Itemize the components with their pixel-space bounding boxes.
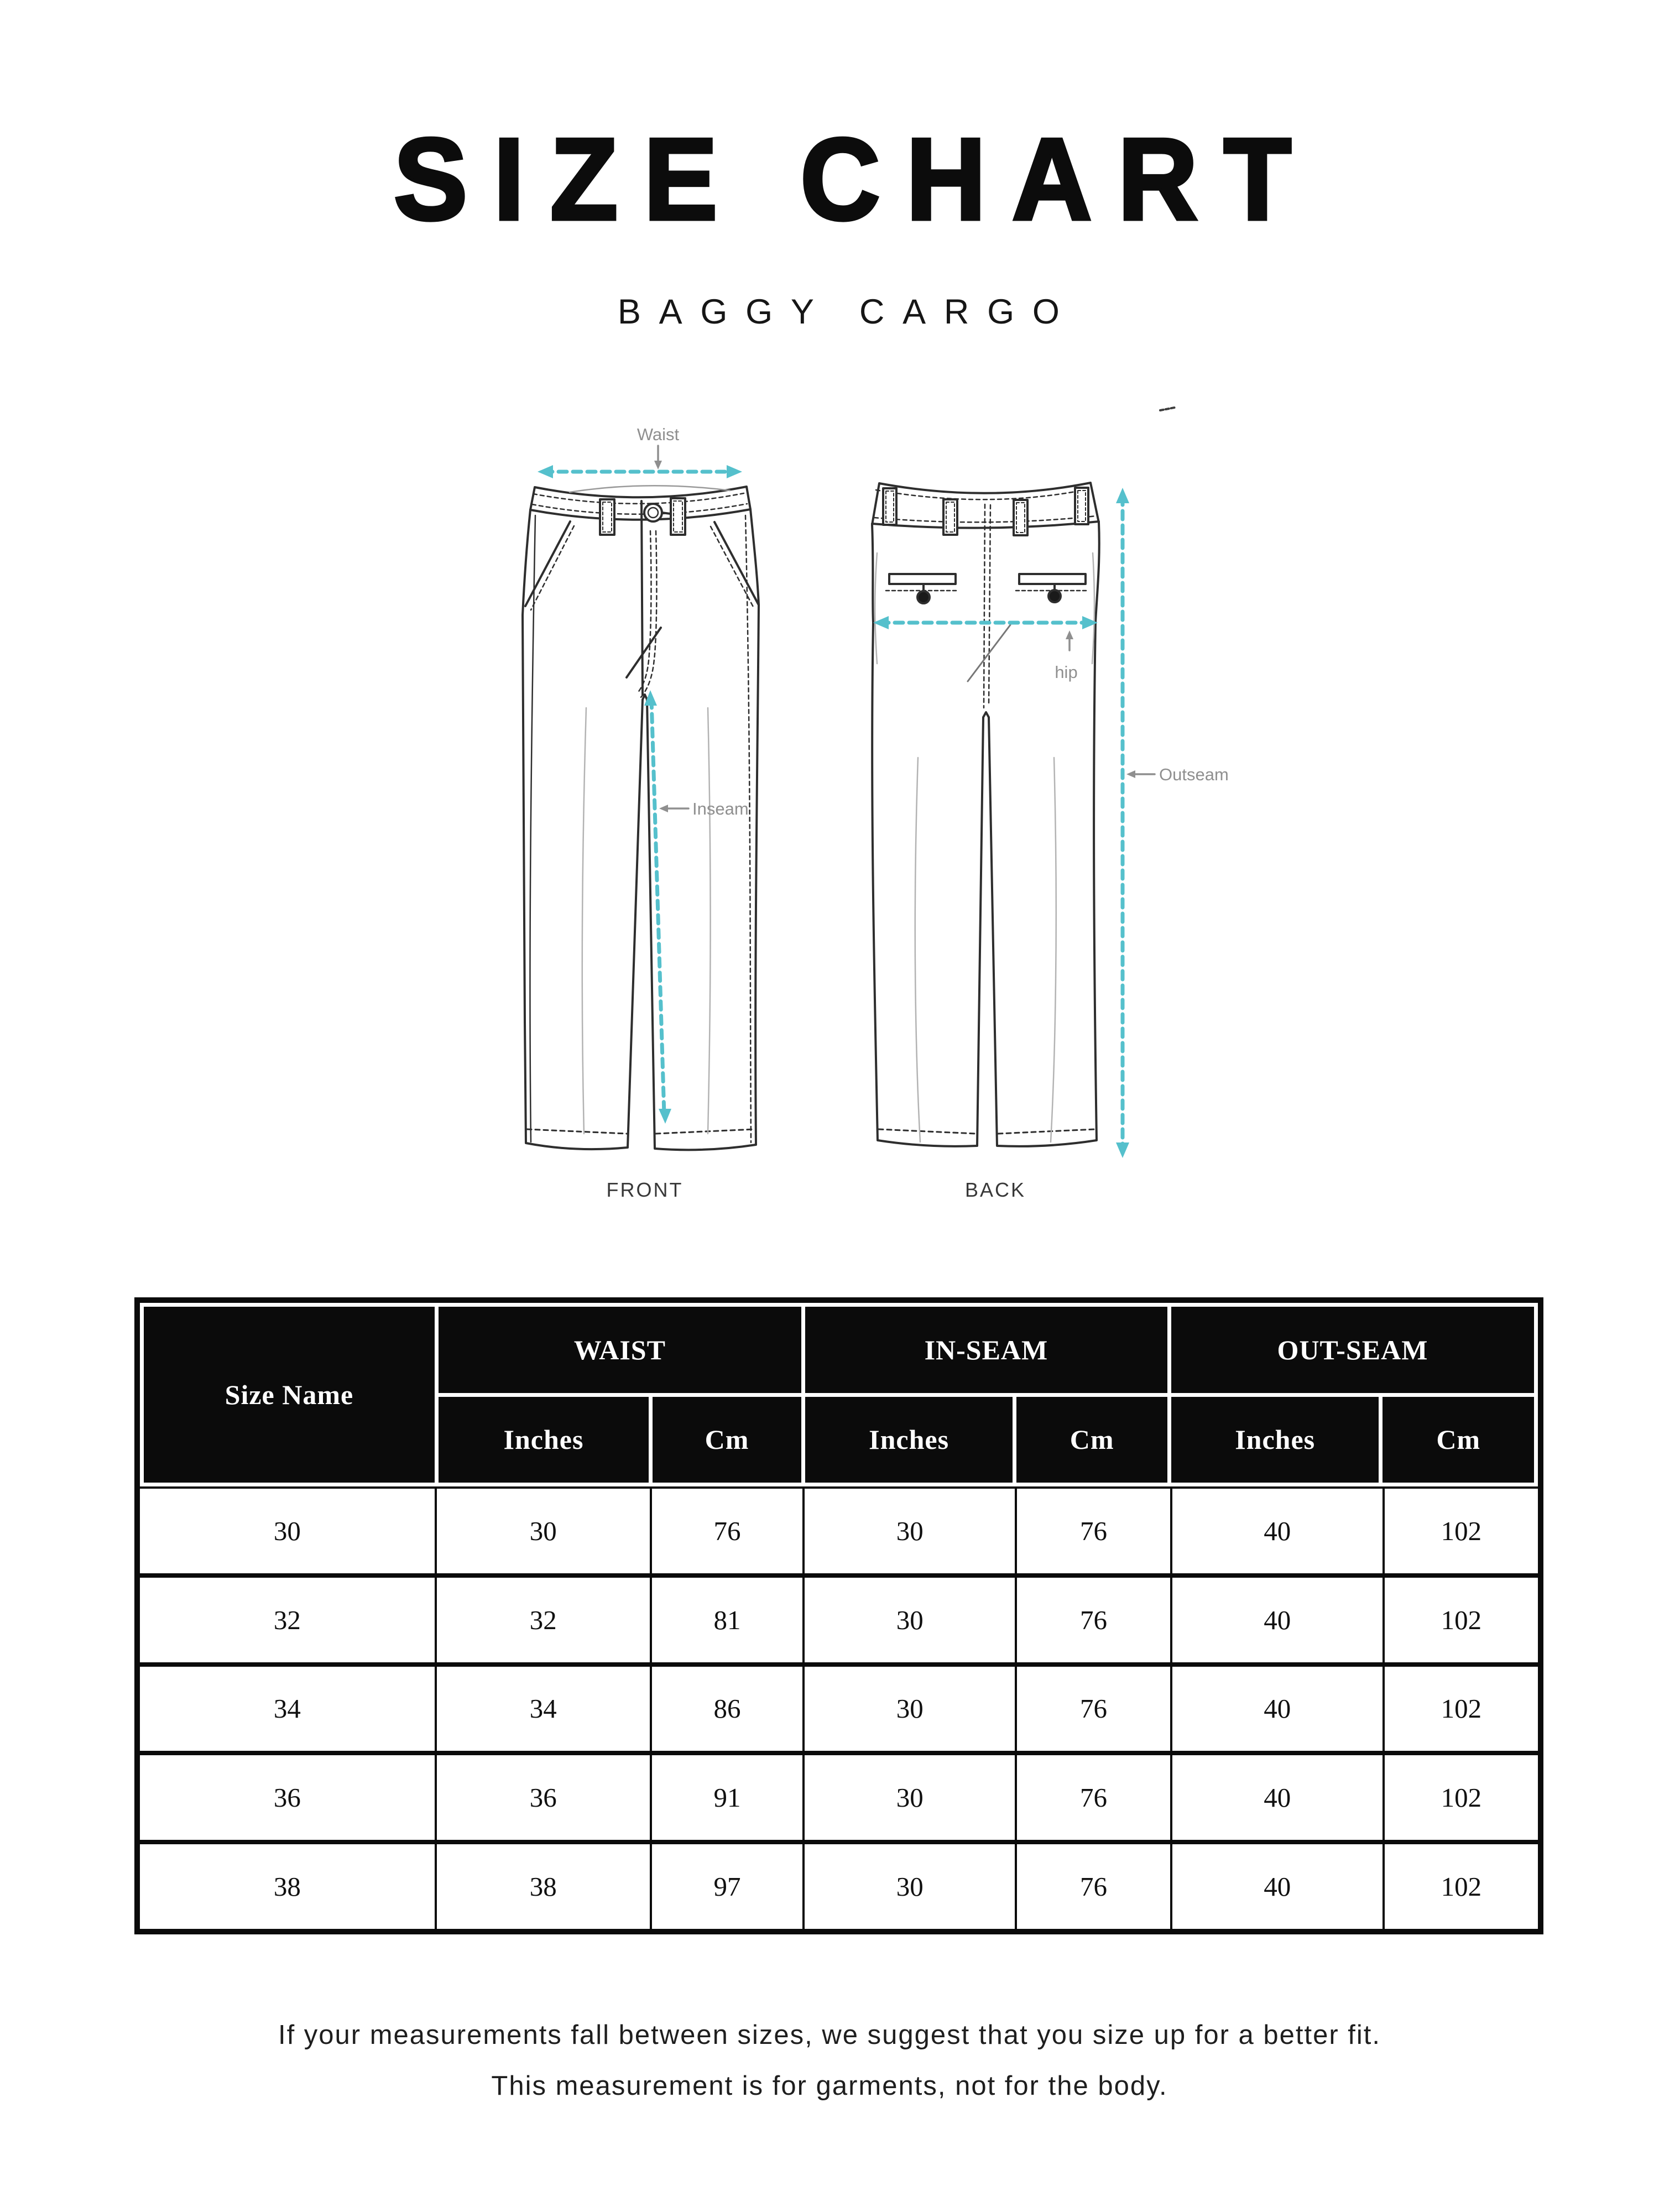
stray-sketch-mark (1160, 408, 1175, 410)
cell-outseam-cm: 102 (1385, 1578, 1538, 1662)
cell-inseam-cm: 76 (1017, 1578, 1170, 1662)
cell-waist-cm: 86 (652, 1667, 802, 1751)
cell-outseam-cm: 102 (1385, 1667, 1538, 1751)
cell-outseam-in: 40 (1172, 1667, 1383, 1751)
size-table-body (140, 1486, 1538, 1929)
cell-outseam-in: 40 (1172, 1755, 1383, 1840)
cell-waist-cm: 91 (652, 1755, 802, 1840)
size-table (134, 1297, 1543, 1934)
cell-outseam-in: 40 (1172, 1489, 1383, 1573)
header-group-outseam: OUT-SEAM (1171, 1307, 1534, 1393)
cell-waist-in: 36 (437, 1755, 650, 1840)
fit-note-line2: This measurement is for garments, not for the body. (491, 2071, 1168, 2101)
header-group-inseam: IN-SEAM (805, 1307, 1167, 1393)
cell-outseam-in: 40 (1172, 1844, 1383, 1929)
cell-waist-cm: 97 (652, 1844, 802, 1929)
header-group-waist: WAIST (439, 1307, 801, 1393)
cell-waist-in: 30 (437, 1489, 650, 1573)
header-waist-inches: Inches (439, 1397, 649, 1483)
cell-outseam-in: 40 (1172, 1578, 1383, 1662)
back-pants-sketch (872, 483, 1099, 1146)
cell-waist-in: 38 (437, 1844, 650, 1929)
front-view-label: FRONT (606, 1178, 684, 1201)
cell-size: 34 (140, 1667, 435, 1751)
cell-outseam-cm: 102 (1385, 1844, 1538, 1929)
header-inseam-cm: Cm (1016, 1397, 1167, 1483)
size-table-header (140, 1303, 1538, 1486)
cell-size: 32 (140, 1578, 435, 1662)
cell-size: 38 (140, 1844, 435, 1929)
inseam-measure-label: Inseam (692, 799, 749, 818)
header-size-name: Size Name (144, 1307, 435, 1483)
page-subtitle: BAGGY CARGO (617, 293, 1078, 331)
page-title: SIZE CHART (394, 114, 1317, 244)
fit-note-line1: If your measurements fall between sizes, we suggest that you size up for a better fit. (278, 2020, 1381, 2050)
cell-inseam-in: 30 (805, 1755, 1015, 1840)
hip-measure-label: hip (1055, 662, 1078, 682)
waist-measure-label: Waist (637, 425, 680, 444)
cell-inseam-in: 30 (805, 1844, 1015, 1929)
cell-inseam-in: 30 (805, 1578, 1015, 1662)
back-view-label: BACK (964, 1178, 1026, 1201)
header-outseam-cm: Cm (1383, 1397, 1534, 1483)
cell-inseam-in: 30 (805, 1667, 1015, 1751)
cell-outseam-cm: 102 (1385, 1755, 1538, 1840)
pants-measurement-diagram (487, 398, 1261, 1217)
cell-waist-in: 34 (437, 1667, 650, 1751)
header-inseam-inches: Inches (805, 1397, 1013, 1483)
cell-waist-cm: 76 (652, 1489, 802, 1573)
cell-inseam-cm: 76 (1017, 1755, 1170, 1840)
cell-inseam-in: 30 (805, 1489, 1015, 1573)
cell-waist-in: 32 (437, 1578, 650, 1662)
outseam-measure-label: Outseam (1159, 765, 1229, 784)
cell-waist-cm: 81 (652, 1578, 802, 1662)
cell-size: 36 (140, 1755, 435, 1840)
fit-note (0, 2020, 1659, 2121)
header-outseam-inches: Inches (1171, 1397, 1379, 1483)
header-waist-cm: Cm (653, 1397, 801, 1483)
cell-size: 30 (140, 1489, 435, 1573)
cell-inseam-cm: 76 (1017, 1667, 1170, 1751)
cell-inseam-cm: 76 (1017, 1844, 1170, 1929)
cell-outseam-cm: 102 (1385, 1489, 1538, 1573)
cell-inseam-cm: 76 (1017, 1489, 1170, 1573)
